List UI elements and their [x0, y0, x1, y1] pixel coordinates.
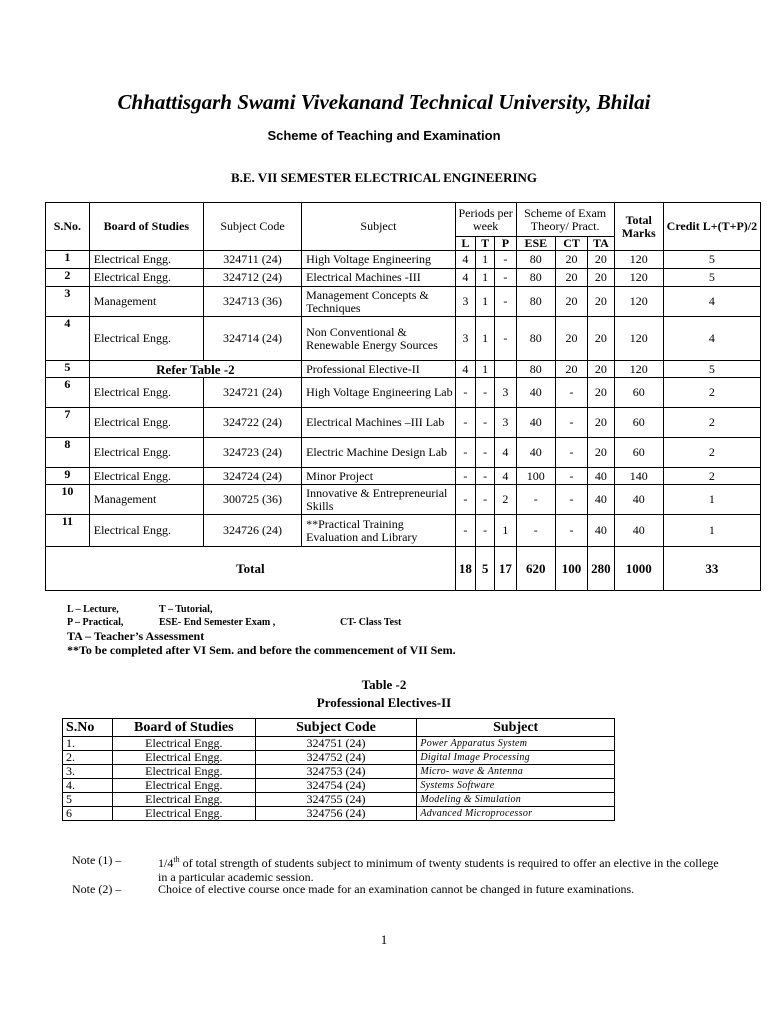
cell-ta: 40	[588, 468, 615, 485]
t2-cell-board: Electrical Engg.	[112, 751, 255, 765]
cell-board: Electrical Engg.	[89, 408, 203, 438]
table-row	[46, 251, 761, 269]
cell-p: -	[495, 251, 516, 269]
t2-cell-sno: 2.	[63, 751, 113, 765]
table-row	[46, 317, 761, 361]
t2-header-subject: Subject	[417, 719, 615, 737]
table-row	[46, 408, 761, 438]
cell-ct: -	[556, 378, 588, 408]
table-row	[46, 269, 761, 287]
cell-subject: Innovative & Entrepreneurial Skills	[302, 485, 456, 515]
t2-header-sno: S.No	[63, 719, 113, 737]
table-row	[63, 779, 615, 793]
cell-total: 60	[614, 378, 663, 408]
cell-sno: 2	[46, 269, 90, 287]
cell-subject: High Voltage Engineering	[302, 251, 456, 269]
cell-ct: -	[556, 468, 588, 485]
t2-cell-subject: Modeling & Simulation	[417, 793, 615, 807]
cell-l: -	[455, 515, 475, 547]
cell-credit: 2	[663, 438, 760, 468]
legend-ta: TA – Teacher’s Assessment	[67, 629, 205, 643]
page-number: 1	[380, 932, 388, 947]
legend	[67, 603, 456, 657]
cell-ct: 20	[556, 287, 588, 317]
cell-t: -	[476, 408, 495, 438]
cell-p: 3	[495, 408, 516, 438]
header-total: Total Marks	[614, 203, 663, 251]
cell-l: 3	[455, 317, 475, 361]
table-row	[46, 361, 761, 378]
cell-ta: 20	[588, 378, 615, 408]
table-row	[46, 438, 761, 468]
cell-code: 324721 (24)	[203, 378, 301, 408]
cell-t: 1	[476, 251, 495, 269]
cell-ta: 40	[588, 485, 615, 515]
t2-cell-board: Electrical Engg.	[112, 779, 255, 793]
cell-code: 324724 (24)	[203, 468, 301, 485]
legend-lecture: L – Lecture,	[67, 604, 119, 615]
t2-cell-code: 324752 (24)	[255, 751, 417, 765]
legend-tutorial: T – Tutorial,	[159, 604, 213, 615]
header-credit: Credit L+(T+P)/2	[663, 203, 760, 251]
cell-l: 3	[455, 287, 475, 317]
cell-credit: 4	[663, 287, 760, 317]
note1-body: of total strength of students subject to minimum of twenty students is required to offer an elective in the college in a particular academic session.	[158, 856, 719, 884]
cell-subject: Minor Project	[302, 468, 456, 485]
cell-code: 300725 (36)	[203, 485, 301, 515]
cell-subject: Electric Machine Design Lab	[302, 438, 456, 468]
cell-ese: 40	[516, 438, 555, 468]
cell-ese: -	[516, 515, 555, 547]
table-row	[46, 515, 761, 547]
table-row	[63, 793, 615, 807]
table-row	[46, 378, 761, 408]
t2-cell-sno: 3.	[63, 765, 113, 779]
total-t: 5	[476, 547, 495, 591]
table-row	[46, 287, 761, 317]
t2-cell-board: Electrical Engg.	[112, 793, 255, 807]
cell-p: -	[495, 269, 516, 287]
t2-cell-board: Electrical Engg.	[112, 737, 255, 751]
cell-l: 4	[455, 251, 475, 269]
header-ese: ESE	[516, 237, 555, 251]
legend-practical: P – Practical,	[67, 617, 124, 628]
cell-p	[495, 361, 516, 378]
cell-subject: Management Concepts & Techniques	[302, 287, 456, 317]
cell-l: -	[455, 378, 475, 408]
cell-ese: 80	[516, 287, 555, 317]
cell-board: Electrical Engg.	[89, 317, 203, 361]
scheme-table	[45, 202, 761, 591]
cell-total: 120	[614, 317, 663, 361]
cell-total: 120	[614, 269, 663, 287]
cell-credit: 5	[663, 251, 760, 269]
header-subject: Subject	[302, 203, 456, 251]
cell-ese: 80	[516, 269, 555, 287]
cell-t: -	[476, 438, 495, 468]
cell-t: 1	[476, 269, 495, 287]
cell-board: Electrical Engg.	[89, 269, 203, 287]
cell-total: 60	[614, 408, 663, 438]
cell-t: -	[476, 485, 495, 515]
cell-ta: 20	[588, 317, 615, 361]
cell-ese: 80	[516, 361, 555, 378]
cell-l: -	[455, 438, 475, 468]
t2-cell-sno: 1.	[63, 737, 113, 751]
t2-cell-subject: Power Apparatus System	[417, 737, 615, 751]
cell-code: 324723 (24)	[203, 438, 301, 468]
cell-subject: Electrical Machines -III	[302, 269, 456, 287]
cell-ta: 20	[588, 408, 615, 438]
cell-l: -	[455, 485, 475, 515]
cell-p: 4	[495, 438, 516, 468]
header-t: T	[476, 237, 495, 251]
cell-credit: 5	[663, 361, 760, 378]
t2-header-board: Board of Studies	[112, 719, 255, 737]
cell-ese: 40	[516, 378, 555, 408]
note2-text: Choice of elective course once made for an examination cannot be changed in future examinations.	[158, 882, 635, 896]
t2-cell-board: Electrical Engg.	[112, 807, 255, 821]
table2-title-block	[0, 676, 768, 712]
cell-credit: 5	[663, 269, 760, 287]
cell-ese: 80	[516, 317, 555, 361]
header-sno: S.No.	[46, 203, 90, 251]
electives-table	[62, 718, 615, 821]
cell-sno: 10	[46, 485, 90, 515]
cell-ese: 80	[516, 251, 555, 269]
cell-t: 1	[476, 317, 495, 361]
cell-l: 4	[455, 361, 475, 378]
cell-code: 324713 (36)	[203, 287, 301, 317]
cell-t: -	[476, 378, 495, 408]
legend-ese: ESE- End Semester Exam ,	[159, 617, 276, 628]
cell-credit: 1	[663, 485, 760, 515]
cell-t: 1	[476, 287, 495, 317]
cell-code: 324711 (24)	[203, 251, 301, 269]
t2-cell-sno: 5	[63, 793, 113, 807]
cell-ct: 20	[556, 361, 588, 378]
cell-board: Management	[89, 485, 203, 515]
t2-cell-subject: Systems Software	[417, 779, 615, 793]
cell-subject: High Voltage Engineering Lab	[302, 378, 456, 408]
header-ct: CT	[556, 237, 588, 251]
total-ta: 280	[588, 547, 615, 591]
note1-text	[158, 853, 728, 884]
table2-title: Table -2	[361, 677, 407, 692]
table-row	[63, 737, 615, 751]
legend-footnote: **To be completed after VI Sem. and before the commencement of VII Sem.	[67, 643, 456, 657]
cell-total: 40	[614, 515, 663, 547]
cell-sno: 3	[46, 287, 90, 317]
cell-total: 60	[614, 438, 663, 468]
cell-ta: 20	[588, 287, 615, 317]
cell-ta: 20	[588, 269, 615, 287]
table-row	[63, 751, 615, 765]
t2-header-code: Subject Code	[255, 719, 417, 737]
t2-cell-code: 324754 (24)	[255, 779, 417, 793]
cell-board: Electrical Engg.	[89, 438, 203, 468]
cell-sno: 11	[46, 515, 90, 547]
header-code: Subject Code	[203, 203, 301, 251]
cell-board: Electrical Engg.	[89, 251, 203, 269]
note1-label: Note (1) –	[72, 853, 122, 867]
cell-ese: -	[516, 485, 555, 515]
note1-superscript: th	[173, 855, 180, 864]
cell-t: -	[476, 515, 495, 547]
cell-p: 4	[495, 468, 516, 485]
t2-cell-code: 324755 (24)	[255, 793, 417, 807]
cell-subject: Professional Elective-II	[302, 361, 456, 378]
cell-t: 1	[476, 361, 495, 378]
cell-sno: 9	[46, 468, 90, 485]
cell-ct: -	[556, 515, 588, 547]
cell-credit: 2	[663, 378, 760, 408]
cell-code: 324714 (24)	[203, 317, 301, 361]
cell-credit: 2	[663, 408, 760, 438]
cell-l: -	[455, 408, 475, 438]
t2-cell-code: 324753 (24)	[255, 765, 417, 779]
header-ta: TA	[588, 237, 615, 251]
cell-ta: 40	[588, 515, 615, 547]
cell-p: -	[495, 317, 516, 361]
table-row	[63, 807, 615, 821]
header-l: L	[455, 237, 475, 251]
cell-p: -	[495, 287, 516, 317]
note1-fraction: 1/4	[158, 856, 174, 870]
cell-subject: Electrical Machines –III Lab	[302, 408, 456, 438]
cell-p: 1	[495, 515, 516, 547]
cell-ct: -	[556, 408, 588, 438]
t2-cell-subject: Advanced Microprocessor	[417, 807, 615, 821]
scheme-title: Scheme of Teaching and Examination	[267, 128, 501, 143]
cell-total: 120	[614, 361, 663, 378]
total-credit: 33	[663, 547, 760, 591]
cell-ta: 20	[588, 361, 615, 378]
cell-total: 120	[614, 251, 663, 269]
cell-code: 324726 (24)	[203, 515, 301, 547]
total-marks: 1000	[614, 547, 663, 591]
cell-board: Management	[89, 287, 203, 317]
cell-subject: Non Conventional & Renewable Energy Sources	[302, 317, 456, 361]
cell-total: 40	[614, 485, 663, 515]
header-periods: Periods per week	[455, 203, 516, 237]
cell-ct: -	[556, 438, 588, 468]
table-row	[46, 485, 761, 515]
header-scheme: Scheme of Exam Theory/ Pract.	[516, 203, 614, 237]
cell-ta: 20	[588, 438, 615, 468]
cell-ese: 100	[516, 468, 555, 485]
cell-sno: 8	[46, 438, 90, 468]
total-label: Total	[46, 547, 456, 591]
cell-code: 324722 (24)	[203, 408, 301, 438]
legend-ct: CT- Class Test	[340, 617, 402, 628]
total-l: 18	[455, 547, 475, 591]
table2-subtitle: Professional Electives-II	[316, 695, 452, 710]
cell-sno: 7	[46, 408, 90, 438]
cell-board: Electrical Engg.	[89, 515, 203, 547]
university-title: Chhattisgarh Swami Vivekanand Technical University, Bhilai	[117, 90, 651, 114]
cell-subject: **Practical Training Evaluation and Library	[302, 515, 456, 547]
cell-ese: 40	[516, 408, 555, 438]
table-row	[63, 765, 615, 779]
cell-t: -	[476, 468, 495, 485]
t2-cell-board: Electrical Engg.	[112, 765, 255, 779]
semester-title: B.E. VII SEMESTER ELECTRICAL ENGINEERING	[230, 170, 538, 185]
t2-cell-sno: 6	[63, 807, 113, 821]
cell-p: 2	[495, 485, 516, 515]
total-p: 17	[495, 547, 516, 591]
cell-board: Electrical Engg.	[89, 468, 203, 485]
cell-p: 3	[495, 378, 516, 408]
cell-credit: 4	[663, 317, 760, 361]
cell-sno: 4	[46, 317, 90, 361]
cell-total: 120	[614, 287, 663, 317]
header-p: P	[495, 237, 516, 251]
total-row	[46, 547, 761, 591]
cell-ct: 20	[556, 251, 588, 269]
t2-cell-sno: 4.	[63, 779, 113, 793]
cell-credit: 1	[663, 515, 760, 547]
cell-board: Electrical Engg.	[89, 378, 203, 408]
cell-l: 4	[455, 269, 475, 287]
cell-total: 140	[614, 468, 663, 485]
cell-sno: 6	[46, 378, 90, 408]
total-ct: 100	[556, 547, 588, 591]
cell-sno: 5	[46, 361, 90, 378]
note2-label: Note (2) –	[72, 882, 122, 896]
table-row	[46, 468, 761, 485]
refer-table-cell: Refer Table -2	[89, 361, 301, 378]
t2-cell-code: 324751 (24)	[255, 737, 417, 751]
cell-ct: 20	[556, 317, 588, 361]
total-ese: 620	[516, 547, 555, 591]
cell-credit: 2	[663, 468, 760, 485]
t2-cell-subject: Digital Image Processing	[417, 751, 615, 765]
t2-cell-code: 324756 (24)	[255, 807, 417, 821]
cell-ct: -	[556, 485, 588, 515]
t2-cell-subject: Micro- wave & Antenna	[417, 765, 615, 779]
cell-ct: 20	[556, 269, 588, 287]
header-board: Board of Studies	[89, 203, 203, 251]
cell-code: 324712 (24)	[203, 269, 301, 287]
cell-ta: 20	[588, 251, 615, 269]
cell-sno: 1	[46, 251, 90, 269]
cell-l: -	[455, 468, 475, 485]
